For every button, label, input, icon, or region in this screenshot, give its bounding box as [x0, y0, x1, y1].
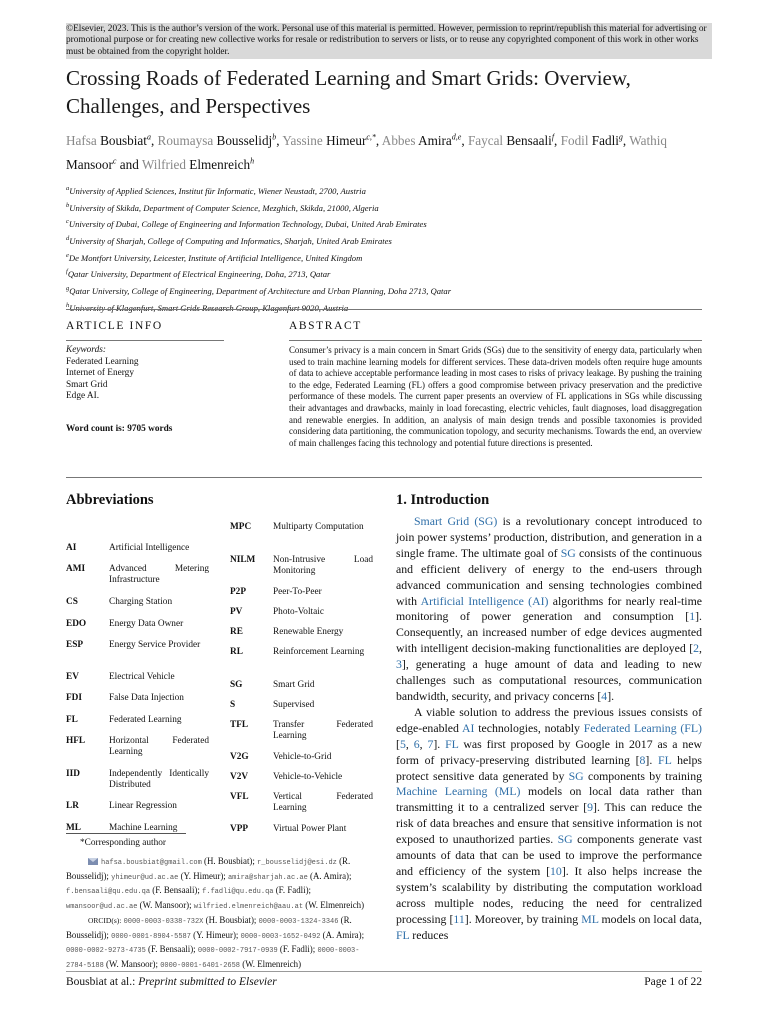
- orcid-id: 0000-0003-0338-732X: [123, 917, 204, 926]
- affiliation-text: University of Dubai, College of Engineering and Information Technology, Dubai, United Arab Emirates: [68, 219, 427, 230]
- email-address: yhimeur@ud.ac.ae: [111, 873, 179, 882]
- email-owner: (F. Bensaali);: [152, 885, 200, 896]
- author-first-name: Wilfried: [141, 156, 186, 172]
- author-last-name: Himeur: [326, 133, 367, 149]
- abbreviation-definition: Linear Regression: [109, 801, 177, 811]
- orcid-id: 0000-0003-2784-5188: [66, 947, 360, 970]
- abbreviation-term: FL: [66, 715, 78, 725]
- abbreviation-term: V2G: [230, 752, 249, 762]
- email-owner: (Y. Himeur);: [180, 870, 226, 881]
- citation-link[interactable]: Smart Grid (SG): [414, 514, 498, 528]
- email-address: f.bensaali@qu.edu.qa: [66, 888, 151, 897]
- author-last-name: Mansoor: [66, 156, 113, 172]
- citation-link[interactable]: 4: [601, 688, 608, 703]
- citation-link[interactable]: SG: [568, 768, 584, 783]
- introduction-body: [396, 514, 702, 943]
- footer-citation: [66, 976, 277, 988]
- orcid-owner: (Y. Himeur);: [193, 929, 239, 940]
- author-affiliation-mark: a: [146, 133, 151, 142]
- abbreviation-definition: Peer-To-Peer: [273, 587, 322, 597]
- citation-link[interactable]: 5: [399, 736, 406, 751]
- author-last-name: Bousbiat: [100, 133, 147, 149]
- orcid-label: ORCID(s):: [88, 915, 122, 925]
- author-affiliation-mark: c: [112, 156, 117, 166]
- abbreviation-definition: Federated Learning: [109, 715, 182, 725]
- affiliation-mark: b: [66, 201, 70, 209]
- abbreviation-definition: Virtual Power Plant: [273, 824, 347, 834]
- keyword: Smart Grid: [66, 379, 108, 390]
- abbreviation-definition: Energy Data Owner: [109, 619, 184, 629]
- abbreviation-term: SG: [230, 680, 243, 690]
- contact-block: [66, 855, 369, 973]
- email-address: wmansoor@ud.ac.ae: [66, 903, 138, 912]
- abbreviation-term: AMI: [66, 564, 86, 574]
- corresponding-author-note: *Corresponding author: [80, 838, 166, 848]
- orcid-owner: (H. Bousbiat);: [205, 914, 257, 925]
- abbreviation-definition: Vehicle-to-Grid: [273, 752, 332, 762]
- intro-paragraph-2: A viable solution to address the previous issues consists of edge-enabled AI technologies, notably Federated Learning (FL) [5, 6, 7]. FL was first proposed by Google in 2017 as a new form of privacy-preserving distributed learning [8]. FL helps protect sensitive data generated by SG components by training Machine Learning (ML) models on local data rather than transmitting it to a centralized server [9]. This can reduce the risk of data breaches and ensure that sensitive information is not exposed to unauthorized parties. SG components generate vast amounts of data that can be used to improve the performance and efficiency of the system [10]. It also helps increase the system’s scalability by distributing the computation workload across multiple nodes, reducing the need for centralized processing [11]. Moreover, by training ML models on local data, FL reduces: [396, 704, 703, 942]
- author-first-name: Roumaysa: [157, 133, 214, 149]
- page-number: Page 1 of 22: [644, 976, 702, 988]
- abbreviation-definition: False Data Injection: [109, 693, 184, 703]
- abstract-heading: ABSTRACT: [289, 320, 362, 332]
- citation-link[interactable]: Machine Learning (ML): [396, 784, 521, 799]
- abbreviation-term: PV: [230, 607, 243, 617]
- affiliation-text: University of Skikda, Department of Computer Science, Mezghich, Skikda, 21000, Algeria: [69, 202, 379, 213]
- abbreviation-definition: Independently Identically Distributed: [109, 769, 209, 791]
- abbreviation-term: RL: [230, 647, 243, 657]
- abbreviation-definition: Supervised: [273, 700, 315, 710]
- author-affiliation-mark: d,e: [451, 133, 462, 142]
- abbreviation-term: FDI: [66, 693, 83, 703]
- orcid-owner: (R. Bousselidj);: [66, 914, 352, 940]
- introduction-heading: 1. Introduction: [396, 492, 490, 508]
- citation-link[interactable]: FL: [396, 927, 410, 942]
- author-name: Roumaysa Bousselidj$^b$,: [157, 133, 280, 149]
- citation-link[interactable]: 7: [427, 736, 434, 751]
- author-last-name: Bousselidj: [216, 133, 273, 149]
- affiliation-text: Qatar University, Department of Electrical Engineering, Doha, 2713, Qatar: [67, 269, 331, 280]
- abbreviation-term: P2P: [230, 587, 247, 597]
- keyword: Federated Learning: [66, 356, 139, 367]
- footer-rule: [66, 971, 702, 972]
- abbreviation-term: CS: [66, 597, 78, 607]
- abbreviation-definition: Horizontal Federated Learning: [109, 736, 209, 758]
- abbreviation-definition: Renewable Energy: [273, 627, 344, 637]
- paper-title: Crossing Roads of Federated Learning and Smart Grids: Overview, Challenges, and Perspectives: [66, 66, 631, 118]
- abbreviation-definition: Transfer Federated Learning: [273, 720, 373, 742]
- email-owner: (R. Bousselidj);: [66, 856, 351, 881]
- keywords-label: Keywords:: [66, 345, 106, 355]
- email-icon: [88, 858, 98, 865]
- author-affiliation-mark: h: [250, 156, 255, 166]
- citation-link[interactable]: 3: [396, 657, 402, 672]
- citation-link[interactable]: FL: [445, 736, 459, 751]
- citation-link[interactable]: ML: [581, 911, 599, 926]
- author-name: Yassine Himeur$^{c,*}$,: [282, 133, 380, 149]
- abbreviation-term: S: [230, 700, 236, 710]
- abbreviation-definition: Artificial Intelligence: [109, 543, 190, 553]
- author-last-name: Elmenreich: [189, 156, 251, 172]
- abbreviation-term: EV: [66, 672, 79, 682]
- abbreviation-definition: Advanced Metering Infrastructure: [109, 564, 209, 586]
- author-name: Fodil Fadli$^g$,: [560, 133, 627, 149]
- affiliation-mark: c: [66, 218, 69, 226]
- email-owner: (A. Amira);: [310, 870, 352, 881]
- citation-link[interactable]: 11: [453, 911, 465, 926]
- author-first-name: Yassine: [282, 133, 323, 149]
- abbreviation-term: LR: [66, 801, 79, 811]
- author-first-name: Wathiq: [629, 133, 668, 149]
- abbreviation-term: VPP: [230, 824, 249, 834]
- abbreviation-term: RE: [230, 627, 243, 637]
- email-owner: (H. Bousbiat);: [204, 856, 255, 866]
- abbreviation-definition: Non-Intrusive Load Monitoring: [273, 555, 373, 577]
- orcid-id: 0000-0001-8904-5587: [111, 932, 191, 941]
- orcid-owner: (W. Elmenreich): [242, 958, 302, 969]
- email-list: [66, 855, 369, 914]
- citation-link[interactable]: 8: [639, 752, 646, 767]
- abbreviation-term: NILM: [230, 555, 256, 565]
- citation-link[interactable]: 1: [689, 609, 696, 624]
- affiliation-text: De Montfort University, Leicester, Institute of Artificial Intelligence, United Kingdom: [68, 252, 363, 263]
- author-affiliation-mark: b: [272, 133, 277, 142]
- affiliation-mark: f: [66, 268, 68, 276]
- affiliation-mark: d: [66, 234, 70, 242]
- email-address: r_bousselidj@esi.dz: [257, 859, 337, 867]
- author-name: Hafsa Bousbiat$^a$,: [66, 133, 155, 149]
- abbreviation-term: TFL: [230, 720, 249, 730]
- affiliation-mark: a: [66, 185, 70, 192]
- citation-link[interactable]: AI: [462, 720, 475, 735]
- abbreviation-term: ESP: [66, 640, 84, 650]
- author-last-name: Bensaali: [506, 133, 552, 149]
- author-last-name: Fadli: [591, 133, 619, 149]
- author-affiliation-mark: g: [618, 133, 623, 142]
- author-first-name: Faycal: [467, 133, 504, 149]
- abbreviation-term: EDO: [66, 619, 87, 629]
- keyword: Internet of Energy: [66, 368, 134, 379]
- orcid-id: 0000-0002-9273-4735: [66, 947, 146, 956]
- email-owner: (W. Mansoor);: [139, 900, 192, 911]
- author-name: Abbes Amira$^{d,e}$,: [381, 133, 465, 149]
- abstract-text: Consumer’s privacy is a main concern in Smart Grids (SGs) due to the sensitivity of energy data, particularly when used to train machine learning models for different services. These data-driven models often require huge amounts of data to achieve acceptable performance leading in most cases to risks of privacy leakage. By pushing the training to the edge, Federated Learning (FL) offers a good compromise between privacy preservation and the predictive performance of these models. The current paper presents an overview of FL applications in SGs while discussing their advantages and drawbacks, mainly in load forecasting, electric vehicles, fault diagnoses, load disaggregation and renewable energies. In addition, an analysis of main design trends and possible taxonomies is provided considering data partitioning, the communication topology, and security mechanisms. Towards the end, an overview of main challenges facing this technology and potential future directions is presented.: [289, 345, 702, 448]
- abbreviation-definition: Smart Grid: [273, 680, 315, 690]
- orcid-owner: (F. Bensaali);: [148, 944, 196, 955]
- abbreviation-definition: Multiparty Computation: [273, 522, 364, 532]
- abbreviations-heading: Abbreviations: [66, 492, 154, 508]
- intro-paragraph-1: Smart Grid (SG) is a revolutionary concept introduced to join power systems’ production, distribution, and generation in a single frame. The ultimate goal of SG consists of the continuous and efficient delivery of energy to the end-users through advanced communication and sensing technologies combined with Artificial Intelligence (AI) algorithms for nearly real-time monitoring of power generation and consumption [1]. Consequently, an increased number of edge devices augmented with intelligent decision-making functionalities are deployed [2, 3], generating a huge amount of data and leading to new challenges such as computational resources, communication bandwidth, security, and privacy concerns [4].: [396, 514, 703, 703]
- citation-link[interactable]: 6: [413, 736, 420, 751]
- orcid-owner: (A. Amira);: [322, 929, 365, 940]
- citation-link[interactable]: FL: [658, 752, 672, 767]
- affiliation-text: University of Klagenfurt, Smart Grids Research Group, Klagenfurt 9020, Austria: [69, 302, 349, 313]
- author-first-name: Fodil: [560, 133, 589, 149]
- author-last-name: Amira: [418, 133, 452, 149]
- abbreviation-term: MPC: [230, 522, 252, 532]
- abbreviation-definition: Electrical Vehicle: [109, 672, 175, 682]
- orcid-id: 0000-0003-1324-3346: [258, 917, 339, 926]
- abbreviation-term: ML: [66, 823, 81, 833]
- footnote-rule: [66, 833, 186, 834]
- author-affiliation-mark: f: [551, 133, 555, 142]
- abbreviation-term: VFL: [230, 792, 249, 802]
- abbreviation-definition: Charging Station: [109, 597, 173, 607]
- abbreviation-term: HFL: [66, 736, 86, 746]
- email-address: f.fadli@qu.edu.qa: [202, 888, 274, 897]
- abbreviation-definition: Vertical Federated Learning: [273, 792, 373, 814]
- citation-link[interactable]: 9: [587, 800, 594, 815]
- abbreviation-definition: Reinforcement Learning: [273, 647, 365, 657]
- citation-link[interactable]: Federated Learning (FL): [583, 720, 702, 735]
- email-address: amira@sharjah.ac.ae: [227, 873, 308, 882]
- abbreviation-term: IID: [66, 769, 80, 779]
- footer-venue: Preprint submitted to Elsevier: [138, 976, 277, 988]
- abbreviation-definition: Energy Service Provider: [109, 640, 201, 650]
- affiliation-mark: h: [66, 301, 70, 309]
- email-owner: (F. Fadli);: [275, 885, 311, 896]
- copyright-notice: ©Elsevier, 2023. This is the author’s version of the work. Personal use of this material is permitted. However, permission to reprint/republish this material for advertising or promotional purpose or for creating new collective works for resale or redistribution to servers or lists, or to reuse any copyrighted component of this work in other works must be obtained from the copyright holder.: [66, 23, 712, 59]
- affiliation-mark: e: [66, 251, 69, 259]
- citation-link[interactable]: SG: [557, 832, 573, 847]
- abbreviation-term: V2V: [230, 772, 249, 782]
- abbreviation-definition: Vehicle-to-Vehicle: [273, 772, 343, 782]
- abbreviation-term: AI: [66, 543, 77, 553]
- orcid-owner: (W. Mansoor);: [106, 958, 158, 969]
- affiliation-mark: g: [66, 284, 70, 292]
- orcid-id: 0000-0003-1652-0492: [240, 932, 321, 941]
- citation-link[interactable]: 2: [693, 641, 700, 656]
- orcid-owner: (F. Fadli);: [279, 944, 316, 955]
- abbreviation-definition: Machine Learning: [109, 823, 178, 833]
- author-name: Wathiq Mansoor$^c$ and: [66, 133, 668, 172]
- citation-link[interactable]: SG: [560, 545, 576, 560]
- author-name: Faycal Bensaali$^f$,: [467, 133, 558, 149]
- affiliation-text: Qatar University, College of Engineering, Department of Architecture and Urban Planning, Doha 2713, Qatar: [69, 285, 452, 296]
- affiliation-text: University of Sharjah, College of Computing and Informatics, Sharjah, United Arab Emirates: [69, 235, 392, 246]
- word-count: Word count is: 9705 words: [66, 424, 173, 434]
- affiliation-text: University of Applied Sciences, Institut für Informatic, Wiener Neustadt, 2700, Austria: [69, 185, 366, 196]
- author-first-name: Hafsa: [66, 133, 97, 149]
- orcid-id: 0000-0002-7917-0939: [197, 947, 278, 956]
- footer-authors: Bousbiat at al.:: [66, 976, 136, 988]
- abbreviation-definition: Photo-Voltaic: [273, 607, 324, 617]
- orcid-id: 0000-0001-6401-2658: [160, 961, 241, 970]
- author-affiliation-mark: c,*: [366, 133, 376, 142]
- email-address: wilfried.elmenreich@aau.at: [193, 903, 304, 912]
- citation-link[interactable]: 10: [550, 863, 562, 878]
- email-address: hafsa.bousbiat@gmail.com: [101, 859, 202, 867]
- author-first-name: Abbes: [381, 133, 416, 149]
- article-info-heading: ARTICLE INFO: [66, 320, 163, 332]
- orcid-list: [66, 914, 369, 973]
- email-owner: (W. Elmenreich): [305, 900, 365, 911]
- keyword: Edge AI.: [66, 391, 100, 402]
- citation-link[interactable]: Artificial Intelligence (AI): [420, 593, 549, 608]
